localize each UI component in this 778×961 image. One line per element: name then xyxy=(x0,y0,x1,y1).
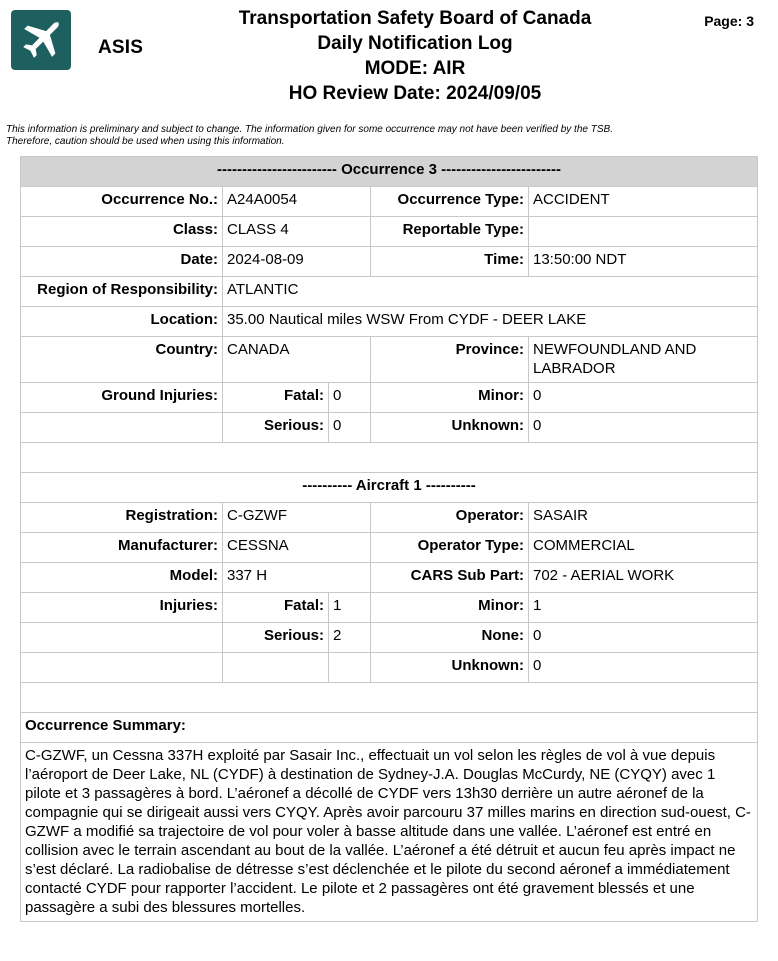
model-value: 337 H xyxy=(223,563,371,593)
table-row xyxy=(21,623,758,653)
spacer-row xyxy=(21,683,758,713)
summary-text: C-GZWF, un Cessna 337H exploité par Sasair Inc., effectuait un vol selon les règles de vol à vue depuis l’aéroport de Deer Lake, NL (CYDF) à destination de Sydney-J.A. Douglas McCurdy, NE (CYQY) avec 1 pilote et 3 passagères à bord. L’aéronef a décollé de CYDF vers 13h30 derrière un autre aéronef de la compagnie qui se dirigeait aussi vers CYQY. Après avoir parcouru 37 milles marins en direction sud-ouest, C-GZWF a modifié sa trajectoire de vol pour voler à basse altitude dans une vallée. L’aéronef est entré en collision avec le terrain ascendant au bout de la vallée. L’aéronef a été détruit et aucun feu après impact ne s’est déclaré. La radiobalise de détresse s’est déclenchée et le pilote du second aéronef a immédiatement contacté CYDF pour rapporter l’accident. Le pilote et 2 passagères ont été gravement blessés et une passagère a subi des blessures mortelles. xyxy=(21,743,758,922)
empty-cell xyxy=(21,623,223,653)
occurrence-table xyxy=(20,156,758,922)
aircraft-serious-value: 2 xyxy=(329,623,371,653)
title-log-name: Daily Notification Log xyxy=(317,33,513,54)
title-review-date: HO Review Date: 2024/09/05 xyxy=(288,83,542,104)
ground-serious-value: 0 xyxy=(329,413,371,443)
aircraft-unknown-value: 0 xyxy=(529,653,758,683)
summary-heading-row xyxy=(21,713,758,743)
operator-value: SASAIR xyxy=(529,503,758,533)
spacer-row xyxy=(21,443,758,473)
table-row xyxy=(21,563,758,593)
ground-serious-label: Serious: xyxy=(223,413,329,443)
aircraft-fatal-value: 1 xyxy=(329,593,371,623)
empty-cell xyxy=(223,653,329,683)
manufacturer-value: CESSNA xyxy=(223,533,371,563)
ground-unknown-value: 0 xyxy=(529,413,758,443)
operator-type-label: Operator Type: xyxy=(371,533,529,563)
operator-label: Operator: xyxy=(371,503,529,533)
ground-fatal-value: 0 xyxy=(329,383,371,413)
time-label: Time: xyxy=(371,247,529,277)
occurrence-type-label: Occurrence Type: xyxy=(371,187,529,217)
aircraft-serious-label: Serious: xyxy=(223,623,329,653)
summary-row xyxy=(21,743,758,922)
province-value: NEWFOUNDLAND AND LABRADOR xyxy=(529,337,758,383)
country-value: CANADA xyxy=(223,337,371,383)
page-number: Page: 3 xyxy=(704,13,754,29)
ground-injuries-label: Ground Injuries: xyxy=(21,383,223,413)
airplane-icon xyxy=(18,17,64,63)
cars-sub-part-label: CARS Sub Part: xyxy=(371,563,529,593)
aircraft-minor-value: 1 xyxy=(529,593,758,623)
empty-cell xyxy=(21,413,223,443)
summary-heading: Occurrence Summary: xyxy=(21,713,758,743)
table-row xyxy=(21,413,758,443)
table-row xyxy=(21,653,758,683)
report-header xyxy=(0,0,778,120)
aircraft-unknown-label: Unknown: xyxy=(371,653,529,683)
table-row xyxy=(21,307,758,337)
class-label: Class: xyxy=(21,217,223,247)
occurrence-banner-row xyxy=(21,157,758,187)
table-row xyxy=(21,187,758,217)
aircraft-banner: ---------- Aircraft 1 ---------- xyxy=(21,473,758,503)
registration-label: Registration: xyxy=(21,503,223,533)
registration-value: C-GZWF xyxy=(223,503,371,533)
ground-minor-label: Minor: xyxy=(371,383,529,413)
title-mode: MODE: AIR xyxy=(364,58,466,79)
injuries-label: Injuries: xyxy=(21,593,223,623)
table-row xyxy=(21,383,758,413)
empty-cell xyxy=(329,653,371,683)
country-label: Country: xyxy=(21,337,223,383)
table-row xyxy=(21,217,758,247)
title-organization: Transportation Safety Board of Canada xyxy=(238,8,592,29)
table-row xyxy=(21,533,758,563)
aircraft-none-value: 0 xyxy=(529,623,758,653)
table-row xyxy=(21,593,758,623)
table-row xyxy=(21,337,758,383)
ground-unknown-label: Unknown: xyxy=(371,413,529,443)
airplane-logo xyxy=(11,10,71,70)
location-value: 35.00 Nautical miles WSW From CYDF - DEER LAKE xyxy=(223,307,758,337)
reportable-type-value xyxy=(529,217,758,247)
location-label: Location: xyxy=(21,307,223,337)
reportable-type-label: Reportable Type: xyxy=(371,217,529,247)
table-row xyxy=(21,247,758,277)
date-value: 2024-08-09 xyxy=(223,247,371,277)
operator-type-value: COMMERCIAL xyxy=(529,533,758,563)
date-label: Date: xyxy=(21,247,223,277)
table-row xyxy=(21,503,758,533)
aircraft-minor-label: Minor: xyxy=(371,593,529,623)
occurrence-no-value: A24A0054 xyxy=(223,187,371,217)
time-value: 13:50:00 NDT xyxy=(529,247,758,277)
cars-sub-part-value: 702 - AERIAL WORK xyxy=(529,563,758,593)
asis-logo-text: ASIS xyxy=(98,37,144,58)
disclaimer-line-2: Therefore, caution should be used when using this information. xyxy=(6,136,285,147)
ground-fatal-label: Fatal: xyxy=(223,383,329,413)
region-label: Region of Responsibility: xyxy=(21,277,223,307)
model-label: Model: xyxy=(21,563,223,593)
spacer-cell xyxy=(21,683,758,713)
manufacturer-label: Manufacturer: xyxy=(21,533,223,563)
ground-minor-value: 0 xyxy=(529,383,758,413)
aircraft-banner-row xyxy=(21,473,758,503)
empty-cell xyxy=(21,653,223,683)
occurrence-type-value: ACCIDENT xyxy=(529,187,758,217)
table-row xyxy=(21,277,758,307)
aircraft-fatal-label: Fatal: xyxy=(223,593,329,623)
spacer-cell xyxy=(21,443,758,473)
aircraft-none-label: None: xyxy=(371,623,529,653)
occurrence-no-label: Occurrence No.: xyxy=(21,187,223,217)
region-value: ATLANTIC xyxy=(223,277,758,307)
disclaimer-line-1: This information is preliminary and subject to change. The information given for some occurrence may not have been verified by the TSB. xyxy=(6,124,613,135)
disclaimer xyxy=(6,124,766,148)
occurrence-banner: ------------------------ Occurrence 3 ------------------------ xyxy=(21,157,758,187)
province-label: Province: xyxy=(371,337,529,383)
report-title xyxy=(200,6,630,106)
class-value: CLASS 4 xyxy=(223,217,371,247)
